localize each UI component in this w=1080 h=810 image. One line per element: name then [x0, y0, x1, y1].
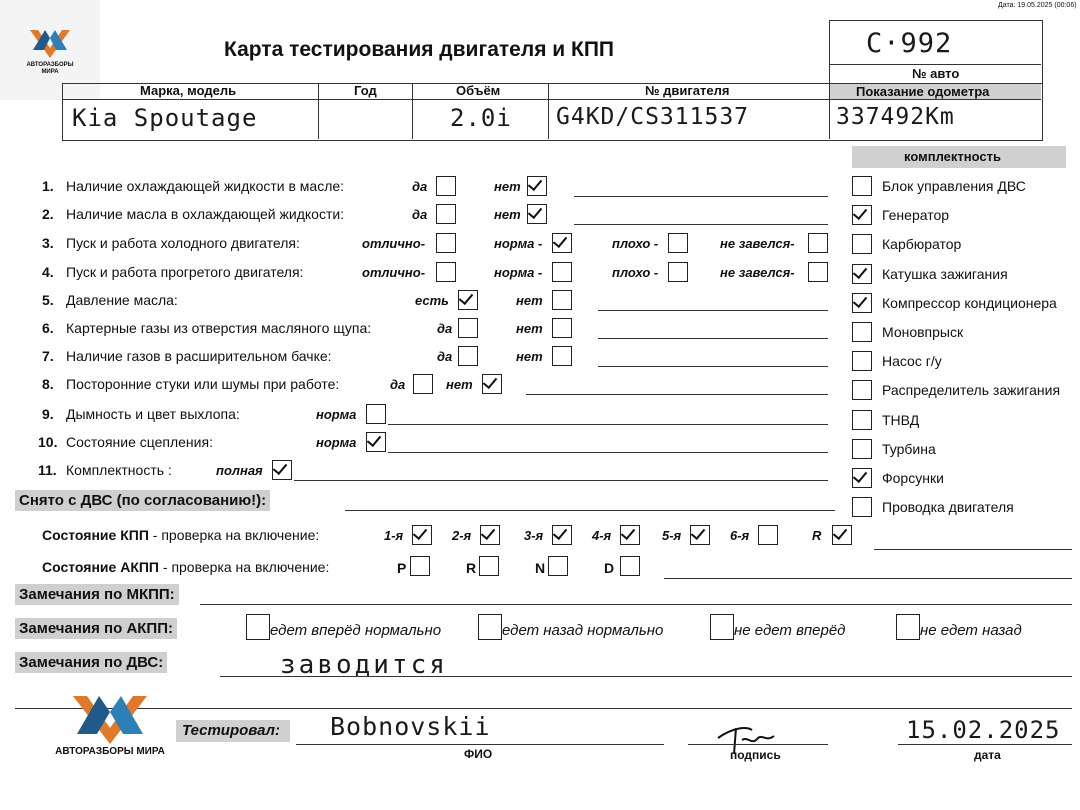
- completeness-checkbox[interactable]: [852, 322, 872, 342]
- question-text: Посторонние стуки или шумы при работе:: [66, 376, 340, 392]
- tester-name: Bobnovskii: [330, 712, 491, 741]
- kpp-gear-label: R: [812, 528, 822, 543]
- option-label: да: [437, 349, 453, 364]
- question-text: Наличие масла в охлаждающей жидкости:: [66, 206, 345, 222]
- option-checkbox[interactable]: [482, 374, 502, 394]
- kpp-gear-label: 2-я: [452, 528, 472, 543]
- option-label: норма -: [494, 265, 543, 280]
- question-number: 7.: [42, 348, 54, 364]
- akpp-remark-checkbox[interactable]: [710, 614, 734, 640]
- completeness-checkbox[interactable]: [852, 351, 872, 371]
- option-checkbox[interactable]: [366, 404, 386, 424]
- option-label: плохо -: [612, 265, 659, 280]
- option-checkbox[interactable]: [668, 233, 688, 253]
- option-label: нет: [494, 207, 521, 222]
- bottom-logo-mark-icon: [55, 688, 165, 748]
- make-model-label: Марка, модель: [140, 83, 237, 98]
- option-label: да: [390, 377, 406, 392]
- option-label: не завелся-: [720, 265, 795, 280]
- completeness-item-label: Форсунки: [882, 470, 944, 486]
- kpp-gear-checkbox[interactable]: [412, 525, 432, 545]
- completeness-item-label: Компрессор кондиционера: [882, 294, 1057, 311]
- question-number: 4.: [42, 264, 54, 280]
- kpp-label: [42, 527, 319, 543]
- akpp-remark-checkbox[interactable]: [246, 614, 270, 640]
- option-checkbox[interactable]: [527, 176, 547, 196]
- logo-text: АВТОРАЗБОРЫ МИРА: [26, 62, 74, 75]
- option-label: норма -: [494, 236, 543, 251]
- completeness-checkbox[interactable]: [852, 293, 872, 313]
- option-checkbox[interactable]: [413, 374, 433, 394]
- question-number: 11.: [38, 462, 57, 478]
- option-checkbox[interactable]: [552, 346, 572, 366]
- question-text: Дымность и цвет выхлопа:: [66, 406, 240, 422]
- question-text: Картерные газы из отверстия масляного щупа:: [66, 320, 372, 336]
- akpp-remark-label: едет назад нормально: [502, 622, 664, 639]
- option-label: отлично-: [362, 265, 426, 280]
- question-number: 6.: [42, 320, 54, 336]
- option-label: нет: [446, 377, 473, 392]
- option-label: да: [412, 179, 428, 194]
- question-number: 5.: [42, 292, 54, 308]
- kpp-gear-checkbox[interactable]: [552, 525, 572, 545]
- option-checkbox[interactable]: [552, 262, 572, 282]
- completeness-checkbox[interactable]: [852, 176, 872, 196]
- question-text: Комплектность :: [66, 462, 172, 478]
- volume-value: 2.0i: [450, 104, 512, 132]
- remarks-dvs-label: Замечания по ДВС:: [15, 652, 167, 673]
- volume-label: Объём: [456, 83, 501, 98]
- question-number: 8.: [42, 376, 54, 392]
- completeness-item-label: Моновпрыск: [882, 324, 964, 340]
- option-checkbox[interactable]: [366, 432, 386, 452]
- question-number: 10.: [38, 434, 58, 450]
- akpp-gear-checkbox[interactable]: [620, 556, 640, 576]
- tested-by-label: Тестировал:: [182, 722, 280, 739]
- completeness-checkbox[interactable]: [852, 468, 872, 488]
- option-label: отлично-: [362, 236, 426, 251]
- completeness-checkbox[interactable]: [852, 439, 872, 459]
- kpp-gear-label: 5-я: [662, 528, 682, 543]
- akpp-label: [42, 559, 329, 575]
- completeness-item-label: Проводка двигателя: [882, 499, 1014, 516]
- completeness-item-label: Карбюратор: [882, 236, 962, 253]
- answer-line: [388, 452, 828, 453]
- akpp-gear-checkbox[interactable]: [479, 556, 499, 576]
- akpp-remark-label: не едет вперёд: [734, 622, 846, 639]
- answer-line: [598, 338, 828, 339]
- kpp-gear-checkbox[interactable]: [620, 525, 640, 545]
- page-title: Карта тестирования двигателя и КПП: [224, 38, 615, 61]
- akpp-gear-label: P: [397, 560, 407, 576]
- completeness-checkbox[interactable]: [852, 410, 872, 430]
- completeness-item-label: Турбина: [882, 440, 936, 457]
- akpp-gear-label: R: [466, 560, 477, 576]
- akpp-gear-label: D: [604, 560, 615, 576]
- kpp-gear-label: 6-я: [730, 528, 750, 543]
- option-label: не завелся-: [720, 236, 795, 251]
- kpp-gear-checkbox[interactable]: [758, 525, 778, 545]
- option-checkbox[interactable]: [458, 318, 478, 338]
- option-label: нет: [494, 179, 521, 194]
- date-label: дата: [974, 748, 1001, 762]
- akpp-remark-checkbox[interactable]: [896, 614, 920, 640]
- completeness-item-label: Блок управления ДВС: [882, 178, 1026, 194]
- completeness-header-label: комплектность: [904, 149, 1001, 164]
- akpp-remark-label: едет вперёд нормально: [270, 622, 442, 639]
- auto-number-value: C·992: [866, 28, 953, 59]
- answer-line: [526, 394, 828, 395]
- kpp-gear-label: 4-я: [592, 528, 612, 543]
- kpp-gear-label: 1-я: [384, 528, 404, 543]
- kpp-gear-checkbox[interactable]: [690, 525, 710, 545]
- signature-label: подпись: [730, 748, 781, 762]
- option-label: норма: [316, 435, 357, 450]
- option-checkbox[interactable]: [272, 460, 292, 480]
- completeness-header: [852, 146, 1066, 168]
- option-label: нет: [516, 293, 543, 308]
- engine-number-label: № двигателя: [645, 83, 730, 98]
- option-checkbox[interactable]: [436, 204, 456, 224]
- akpp-remark-label: не едет назад: [920, 622, 1022, 639]
- answer-line: [574, 224, 828, 225]
- option-checkbox[interactable]: [436, 233, 456, 253]
- option-checkbox[interactable]: [527, 204, 547, 224]
- fio-label: ФИО: [464, 747, 493, 761]
- completeness-item-label: Катушка зажигания: [882, 265, 1008, 282]
- answer-line: [598, 366, 828, 367]
- answer-line: [294, 480, 828, 481]
- make-model-value: Kia Spoutage: [72, 104, 258, 132]
- option-checkbox[interactable]: [552, 290, 572, 310]
- completeness-item-label: Генератор: [882, 207, 950, 224]
- question-text: Пуск и работа прогретого двигателя:: [66, 264, 304, 280]
- completeness-checkbox[interactable]: [852, 264, 872, 284]
- kpp-gear-label: 3-я: [524, 528, 544, 543]
- akpp-remark-checkbox[interactable]: [478, 614, 502, 640]
- answer-line: [388, 424, 828, 425]
- option-checkbox[interactable]: [552, 233, 572, 253]
- completeness-item-label: Насос г/у: [882, 353, 942, 370]
- option-checkbox[interactable]: [436, 262, 456, 282]
- kpp-gear-checkbox[interactable]: [832, 525, 852, 545]
- option-label: есть: [415, 293, 449, 308]
- option-checkbox[interactable]: [552, 318, 572, 338]
- completeness-checkbox[interactable]: [852, 380, 872, 400]
- option-label: да: [437, 321, 453, 336]
- akpp-gear-label: N: [535, 560, 546, 576]
- option-checkbox[interactable]: [458, 290, 478, 310]
- kpp-gear-checkbox[interactable]: [480, 525, 500, 545]
- odometer-label: Показание одометра: [856, 84, 990, 99]
- question-number: 3.: [42, 235, 54, 251]
- question-text: Пуск и работа холодного двигателя:: [66, 235, 300, 251]
- answer-line: [574, 196, 828, 197]
- remarks-dvs-value: заводится: [280, 650, 448, 680]
- akpp-gear-checkbox[interactable]: [410, 556, 430, 576]
- option-checkbox[interactable]: [458, 346, 478, 366]
- remarks-mkpp-label: Замечания по МКПП:: [15, 584, 179, 605]
- kpp-label-rest: - проверка на включение:: [148, 527, 320, 543]
- removed-from-engine-label: Снято с ДВС (по согласованию!):: [15, 490, 270, 511]
- akpp-label-rest: - проверка на включение:: [159, 559, 330, 575]
- option-checkbox[interactable]: [808, 233, 828, 253]
- option-checkbox[interactable]: [668, 262, 688, 282]
- question-text: Состояние сцепления:: [66, 434, 213, 450]
- question-number: 1.: [42, 178, 54, 194]
- option-checkbox[interactable]: [436, 176, 456, 196]
- bottom-logo-text: АВТОРАЗБОРЫ МИРА: [55, 746, 165, 757]
- odometer-value: 337492Km: [836, 104, 955, 130]
- kpp-label-bold: Состояние КПП: [42, 527, 149, 543]
- question-text: Давление масла:: [66, 292, 178, 308]
- option-label: да: [412, 207, 428, 222]
- print-date: Дата: 19.05.2025 (00:06): [998, 2, 1077, 9]
- option-label: норма: [316, 407, 357, 422]
- question-text: Наличие газов в расширительном бачке:: [66, 348, 332, 364]
- remarks-akpp-label: Замечания по АКПП:: [15, 618, 177, 639]
- completeness-item-label: ТНВД: [882, 411, 920, 428]
- option-label: нет: [516, 349, 543, 364]
- completeness-checkbox[interactable]: [852, 205, 872, 225]
- option-label: полная: [216, 463, 263, 478]
- akpp-gear-checkbox[interactable]: [548, 556, 568, 576]
- completeness-checkbox[interactable]: [852, 497, 872, 517]
- completeness-checkbox[interactable]: [852, 234, 872, 254]
- option-label: плохо -: [612, 236, 659, 251]
- question-number: 2.: [42, 206, 54, 222]
- question-number: 9.: [42, 406, 54, 422]
- auto-number-label: № авто: [912, 66, 960, 81]
- question-text: Наличие охлаждающей жидкости в масле:: [66, 178, 345, 194]
- engine-number-value: G4KD/CS311537: [556, 104, 750, 130]
- answer-line: [598, 310, 828, 311]
- completeness-item-label: Распределитель зажигания: [882, 382, 1061, 399]
- year-label: Год: [354, 83, 377, 98]
- option-checkbox[interactable]: [808, 262, 828, 282]
- date-value: 15.02.2025: [906, 716, 1061, 744]
- option-label: нет: [516, 321, 543, 336]
- akpp-label-bold: Состояние АКПП: [42, 559, 159, 575]
- bottom-logo: [55, 688, 165, 768]
